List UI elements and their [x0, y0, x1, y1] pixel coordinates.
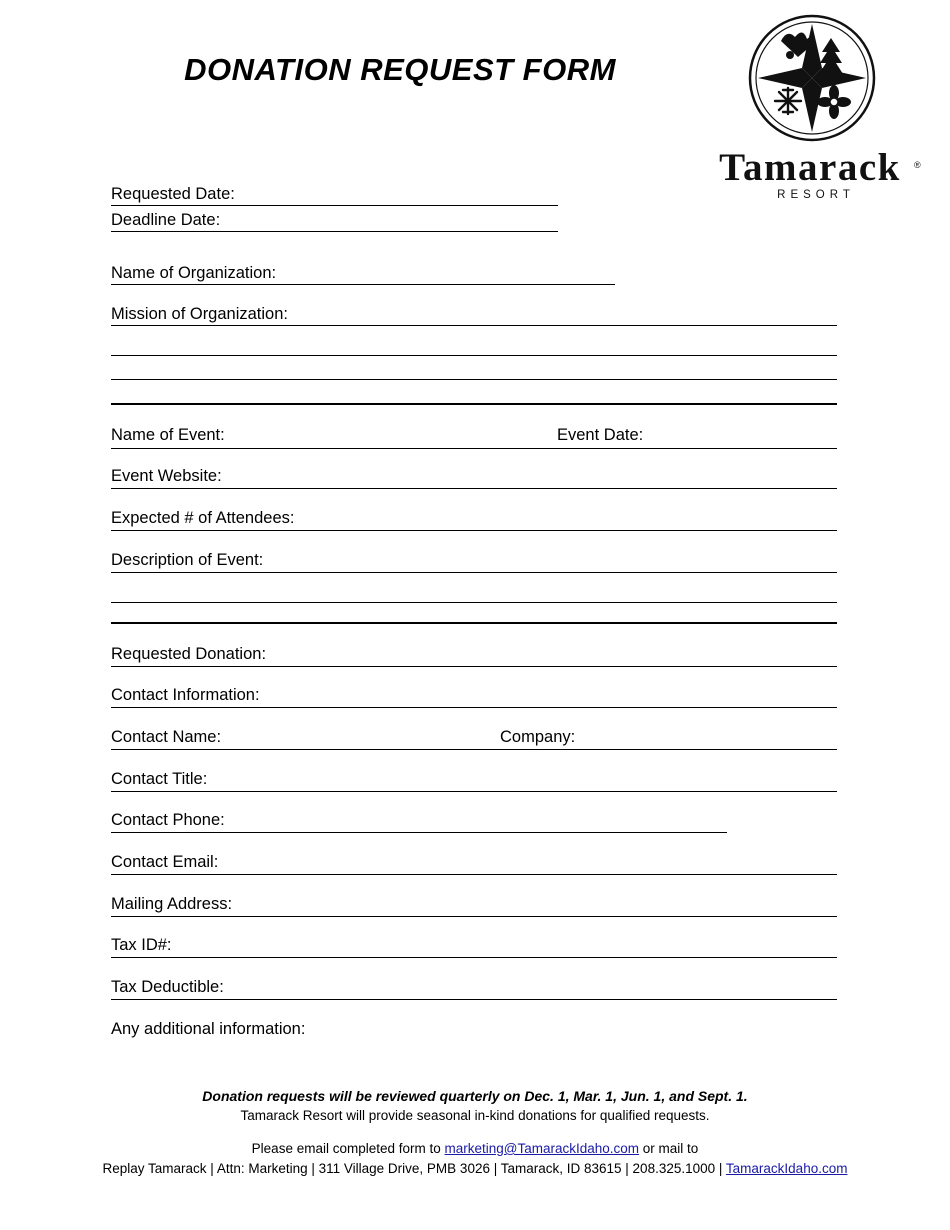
- tamarack-wordmark: [719, 146, 921, 201]
- input-event-website[interactable]: [111, 488, 837, 489]
- label-contact-phone: Contact Phone:: [111, 811, 225, 829]
- input-deadline-date[interactable]: [111, 231, 558, 232]
- label-deadline-date: Deadline Date:: [111, 211, 221, 229]
- footer-address-text: Replay Tamarack | Attn: Marketing | 311 Village Drive, PMB 3026 | Tamarack, ID 83615 | 208.325.1000 |: [102, 1161, 726, 1176]
- input-description-of-event-line-2[interactable]: [111, 602, 837, 603]
- input-contact-name[interactable]: [111, 749, 837, 750]
- label-contact-name: Contact Name:: [111, 728, 222, 746]
- label-additional-information: Any additional information:: [111, 1020, 306, 1038]
- footer-email-suffix: or mail to: [639, 1141, 699, 1156]
- footer-review-notice: Donation requests will be reviewed quarterly on Dec. 1, Mar. 1, Jun. 1, and Sept. 1.: [202, 1088, 748, 1104]
- input-requested-date[interactable]: [111, 205, 558, 206]
- label-tax-deductible: Tax Deductible:: [111, 978, 224, 996]
- input-mission-of-organization-line-4[interactable]: [111, 403, 837, 405]
- input-description-of-event-line-3[interactable]: [111, 622, 837, 624]
- label-expected-attendees: Expected # of Attendees:: [111, 509, 295, 527]
- input-name-of-organization[interactable]: [111, 284, 615, 285]
- label-name-of-event: Name of Event:: [111, 426, 225, 444]
- input-contact-information[interactable]: [111, 707, 837, 708]
- input-description-of-event-line-1[interactable]: [111, 572, 837, 573]
- label-requested-date: Requested Date:: [111, 185, 235, 203]
- label-mission-of-organization: Mission of Organization:: [111, 305, 288, 323]
- label-company: Company:: [500, 728, 576, 746]
- label-contact-email: Contact Email:: [111, 853, 219, 871]
- label-event-date: Event Date:: [557, 426, 644, 444]
- footer-email-prefix: Please email completed form to: [251, 1141, 445, 1156]
- label-tax-id: Tax ID#:: [111, 936, 172, 954]
- tamarack-compass-icon: [750, 16, 874, 140]
- svg-text:®: ®: [914, 160, 921, 170]
- input-mission-of-organization-line-3[interactable]: [111, 379, 837, 380]
- svg-text:RESORT: RESORT: [777, 189, 855, 201]
- footer-email-line: [0, 1141, 950, 1156]
- input-requested-donation[interactable]: [111, 666, 837, 667]
- label-contact-information: Contact Information:: [111, 686, 260, 704]
- svg-text:Tamarack: Tamarack: [719, 146, 901, 189]
- tamarack-resort-logo: [698, 8, 928, 206]
- label-requested-donation: Requested Donation:: [111, 645, 267, 663]
- label-description-of-event: Description of Event:: [111, 551, 264, 569]
- input-mission-of-organization-line-2[interactable]: [111, 355, 837, 356]
- input-tax-deductible[interactable]: [111, 999, 837, 1000]
- input-contact-email[interactable]: [111, 874, 837, 875]
- input-mailing-address[interactable]: [111, 916, 837, 917]
- label-mailing-address: Mailing Address:: [111, 895, 233, 913]
- input-expected-attendees[interactable]: [111, 530, 837, 531]
- page-title: DONATION REQUEST FORM: [184, 52, 616, 87]
- label-event-website: Event Website:: [111, 467, 222, 485]
- input-tax-id[interactable]: [111, 957, 837, 958]
- label-contact-title: Contact Title:: [111, 770, 208, 788]
- footer-donation-notice: Tamarack Resort will provide seasonal in-kind donations for qualified requests.: [240, 1108, 710, 1123]
- input-contact-phone[interactable]: [111, 832, 727, 833]
- tamarack-website-link[interactable]: TamarackIdaho.com: [725, 1161, 848, 1176]
- footer-address-line: [0, 1161, 950, 1176]
- input-name-of-event[interactable]: [111, 448, 837, 449]
- input-mission-of-organization-line-1[interactable]: [111, 325, 837, 326]
- label-name-of-organization: Name of Organization:: [111, 264, 277, 282]
- marketing-email-link[interactable]: marketing@TamarackIdaho.com: [444, 1141, 640, 1156]
- input-contact-title[interactable]: [111, 791, 837, 792]
